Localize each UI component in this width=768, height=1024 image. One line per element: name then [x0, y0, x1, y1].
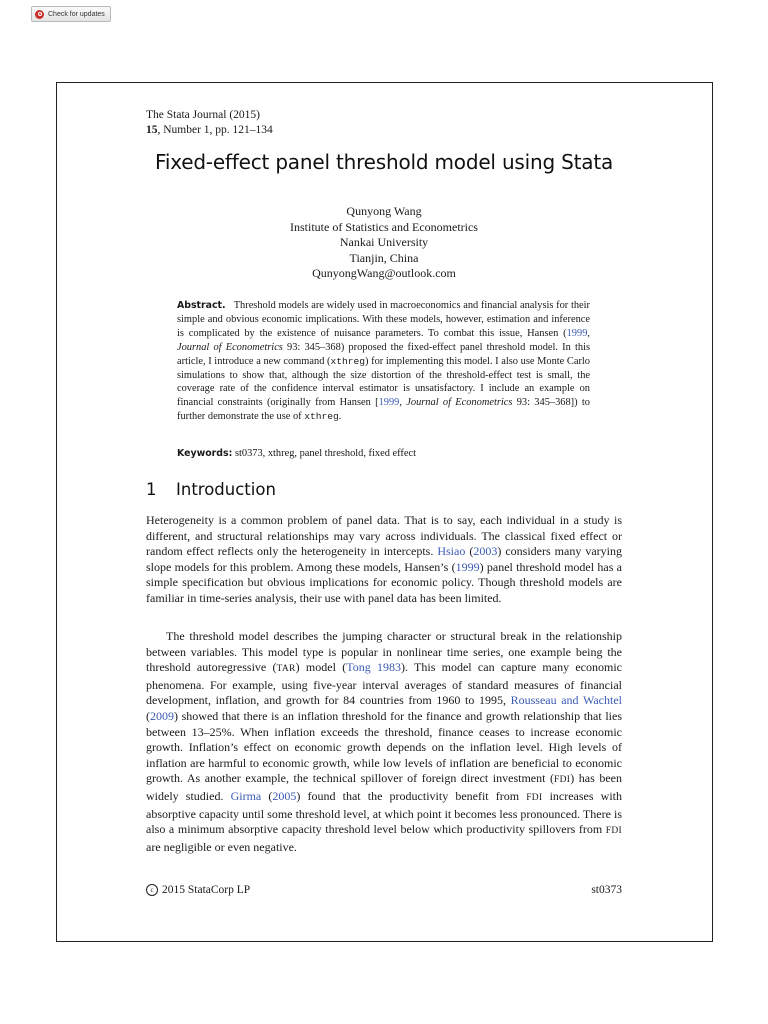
citation-link[interactable]: 1999 — [378, 397, 400, 409]
acronym: FDI — [605, 826, 622, 837]
paragraph-text: are negligible or even negative. — [146, 839, 297, 854]
citation-link[interactable]: 2003 — [473, 544, 498, 559]
abstract-label: Abstract. — [177, 300, 226, 311]
citation-link[interactable]: Tong 1983 — [346, 660, 401, 675]
journal-issue — [146, 123, 622, 138]
copyright-icon: c — [146, 884, 158, 896]
abstract-text: 93: 345–368) proposed the fixed-effect panel threshold model. In this article, I introduce a new command ( — [177, 341, 590, 367]
paragraph-text: ) panel threshold model has a simple specification but obvious implications for economic policy. Though threshold models are familiar in time-series analysis, their use with panel data has been limited. — [146, 559, 622, 605]
author-institute: Institute of Statistics and Econometrics — [290, 219, 478, 234]
author-block — [146, 204, 622, 282]
citation-link[interactable]: 2005 — [272, 788, 297, 803]
paper-title: Fixed-effect panel threshold model using Stata — [154, 150, 614, 174]
page-footer — [146, 884, 622, 896]
citation-link[interactable]: 1999 — [455, 559, 480, 574]
command-name: xthreg — [330, 355, 366, 367]
journal-ref: Journal of Econometrics — [177, 341, 283, 353]
paragraph-text: ) considers many varying slope models for this problem. Among these models, Hansen’s ( — [146, 544, 622, 574]
author-email[interactable]: QunyongWang@outlook.com — [312, 266, 456, 280]
abstract-text: . — [338, 411, 342, 423]
abstract-text: ) for implementing this model. I also use Monte Carlo simulations to show that, although the size distortion of the threshold-effect test is small, the coverage rate of the confidence interval estimator is unsatisfactory. I include an example on financial constraints (originally from Hansen [ — [177, 355, 591, 409]
copyright-text: 2015 StataCorp LP — [162, 884, 251, 896]
abstract-text: , — [587, 327, 590, 339]
acronym: FDI — [526, 792, 543, 803]
citation-link[interactable]: Girma — [230, 788, 262, 803]
journal-ref: Journal of Econometrics — [406, 397, 513, 409]
keywords-label: Keywords: — [177, 448, 233, 459]
paragraph-text: increases with absorptive capacity until some threshold level, at which point it becomes less pronounced. There is also a minimum absorptive capacity threshold level below which productivity spillovers from — [146, 788, 623, 837]
abstract-text: 93: 345–368]) to further demonstrate the use of — [177, 397, 590, 423]
paragraph-text: Heterogeneity is a common problem of panel data. That is to say, each individual in a study is different, and structural relationships may vary across individuals. The classical fixed effect or random effect reflects only the heterogeneity in intercepts. — [146, 513, 622, 559]
acronym: TAR — [276, 664, 296, 675]
acronym: FDI — [554, 775, 571, 786]
citation-link[interactable]: 1999 — [566, 327, 588, 339]
paragraph-text: ( — [146, 708, 150, 723]
abstract-text: , — [399, 397, 407, 409]
paragraph-text: ) showed that there is an inflation threshold for the finance and growth relationship that lies between 13–25%. When inflation exceeds the threshold, finance ceases to increase economic growth. Inflation’s effect on economic growth depends on the inflation level. High levels of inflation are harmful to economic growth, while low levels of inflation are beneficial to economic growth. As another example, the technical spillover of foreign direct investment ( — [146, 708, 622, 786]
citation-link[interactable]: Rousseau and Wachtel — [510, 693, 622, 708]
paragraph-text: ). This model can capture many economic phenomena. For example, using five-year interval averages of standard measures of financial development, inflation, and growth for 84 countries from 1960 to 1995, — [146, 660, 623, 708]
journal-issue-pages: , Number 1, pp. 121–134 — [157, 124, 273, 136]
paragraph-text: ( — [261, 788, 273, 803]
section-heading — [146, 480, 622, 499]
abstract-text: Threshold models are widely used in macroeconomics and financial analysis for their simple and obvious economic implications. With these models, however, estimation and inference is complicated by the existence of nuisance parameters. To combat this issue, Hansen ( — [177, 300, 590, 339]
keywords — [177, 448, 590, 459]
author-location: Tianjin, China — [349, 250, 419, 265]
check-for-updates-button[interactable] — [31, 6, 111, 22]
author-university: Nankai University — [339, 235, 429, 249]
citation-link[interactable]: 2009 — [150, 708, 174, 723]
paragraph-text: ) found that the productivity benefit from — [296, 788, 527, 803]
paragraph-text: ( — [465, 544, 474, 559]
article-code: st0373 — [591, 884, 622, 896]
crossmark-icon — [35, 10, 44, 19]
section-number: 1 — [146, 480, 157, 499]
paragraph — [146, 513, 622, 607]
author-name: Qunyong Wang — [346, 204, 422, 218]
journal-name: The Stata Journal (2015) — [146, 109, 261, 121]
journal-volume: 15 — [146, 124, 158, 136]
check-for-updates-label: Check for updates — [48, 10, 105, 18]
citation-link[interactable]: Hsiao — [437, 544, 466, 559]
keywords-text: st0373, xthreg, panel threshold, fixed effect — [232, 448, 416, 459]
paragraph-text: ) model ( — [295, 660, 347, 675]
copyright — [146, 884, 250, 896]
paragraph — [146, 629, 622, 855]
section-title: Introduction — [176, 480, 276, 499]
paragraph-text: The threshold model describes the jumping character or structural break in the relationship between variables. This model type is popular in nonlinear time series, one example being the threshold autoregressive ( — [146, 629, 622, 675]
paragraph-text: ) has been widely studied. — [146, 771, 622, 803]
journal-info — [146, 108, 622, 138]
abstract — [177, 299, 590, 424]
command-name: xthreg — [304, 411, 339, 423]
